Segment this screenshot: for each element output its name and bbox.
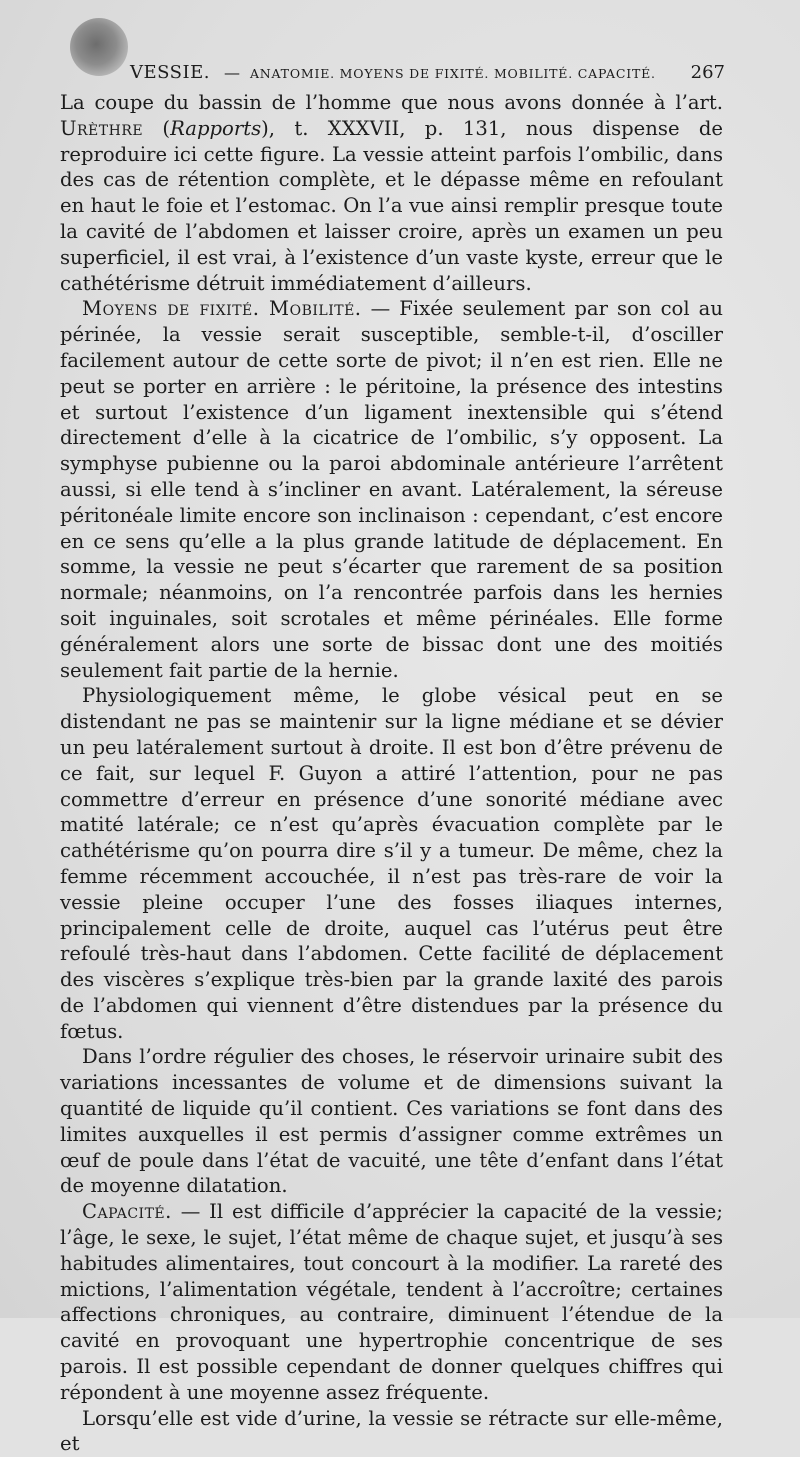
paragraph-1 xyxy=(60,90,723,296)
paragraph-4: Dans l’ordre régulier des choses, le réservoir urinaire subit des variations incessantes de volume et de dimensions suivant la quantité de liquide qu’il contient. Ces variations se font dans des limites auxquelles il est permis d’assigner comme extrêmes un œuf de poule dans l’état de vacuité, une tête d’enfant dans l’état de moyenne dilatation. xyxy=(60,1045,723,1198)
body-text xyxy=(60,90,723,1457)
p1-urethre-ref: Urèthre xyxy=(60,116,144,140)
header-title: VESSIE. xyxy=(130,62,210,83)
p1-text-e: ), t. XXXVII, p. 131, nous dispense de reproduire ici cette figure. La vessie atteint parfois l’ombilic, dans des cas de rétention complète, et le dépasse même en refoulant en haut le foie et l’estomac. On l’a vue ainsi remplir presque toute la cavité de l’abdomen et laisser croire, après un examen un peu superficiel, il est vrai, à l’existence d’un vaste kyste, erreur que le cathétérisme détruit immédiatement d’ailleurs. xyxy=(60,116,724,295)
running-header xyxy=(130,62,725,88)
header-dash: — xyxy=(223,63,240,82)
ink-stain xyxy=(70,18,128,76)
section-heading-capacite: Capacité. xyxy=(82,1200,172,1224)
paragraph-2 xyxy=(60,296,723,683)
p1-rapports-ref: Rapports xyxy=(170,116,262,140)
page-number: 267 xyxy=(690,62,725,83)
p5-text: — Il est difficile d’apprécier la capacité de la vessie; l’âge, le sexe, le sujet, l’état même de chaque sujet, et jusqu’à ses habitudes alimentaires, tout concourt à la modifier. La rareté des mictions, l’alimentation végétale, tendent à l’accroître; certaines affections chroniques, au contraire, diminuent l’étendue de la cavité en provoquant une hypertrophie concentrique de ses parois. Il est possible cependant de donner quelques chiffres qui répondent à une moyenne assez fréquente. xyxy=(60,1200,723,1404)
header-subtitle: ANATOMIE. MOYENS DE FIXITÉ. MOBILITÉ. CAPACITÉ. xyxy=(249,66,656,81)
paragraph-6: Lorsqu’elle est vide d’urine, la vessie se rétracte sur elle-même, et xyxy=(60,1406,723,1456)
section-heading-fixite: Moyens de fixité. Mobilité. xyxy=(82,297,362,321)
paragraph-5 xyxy=(60,1199,723,1405)
paragraph-3: Physiologiquement même, le globe vésical peut en se distendant ne pas se maintenir sur la ligne médiane et se dévier un peu latéralement surtout à droite. Il est bon d’être prévenu de ce fait, sur lequel F. Guyon a attiré l’attention, pour ne pas commettre d’erreur en présence d’une sonorité médiane avec matité latérale; ce n’est qu’après évacuation complète par le cathétérisme qu’on pourra dire s’il y a tumeur. De même, chez la femme récemment accouchée, il n’est pas très-rare de voir la vessie pleine occuper l’une des fosses iliaques internes, principalement celle de droite, auquel cas l’utérus peut être refoulé très-haut dans l’abdomen. Cette facilité de déplacement des viscères s’explique très-bien par la grande laxité des parois de l’abdomen qui viennent d’être distendues par la présence du fœtus. xyxy=(60,684,723,1043)
p1-text-c: ( xyxy=(143,116,171,140)
p2-text: — Fixée seulement par son col au périnée, la vessie serait susceptible, semble-t-il, d’osciller facilement autour de cette sorte de pivot; il n’en est rien. Elle ne peut se porter en arrière : le péritoine, la présence des intestins et surtout l’existence d’un ligament inextensible qui s’étend directement d’elle à la cicatrice de l’ombilic, s’y opposent. La symphyse pubienne ou la paroi abdominale antérieure l’arrêtent aussi, si elle tend à s’incliner en avant. Latéralement, la séreuse péritonéale limite encore son inclinaison : cependant, c’est encore en ce sens qu’elle a la plus grande latitude de déplacement. En somme, la vessie ne peut s’écarter que rarement de sa position normale; néanmoins, on l’a rencontrée parfois dans les hernies soit inguinales, soit scrotales et même périnéales. Elle forme généralement alors une sorte de bissac dont une des moitiés seulement fait partie de la hernie. xyxy=(60,297,723,682)
p1-text-a: La coupe du bassin de l’homme que nous avons donnée à l’art. xyxy=(60,91,723,114)
